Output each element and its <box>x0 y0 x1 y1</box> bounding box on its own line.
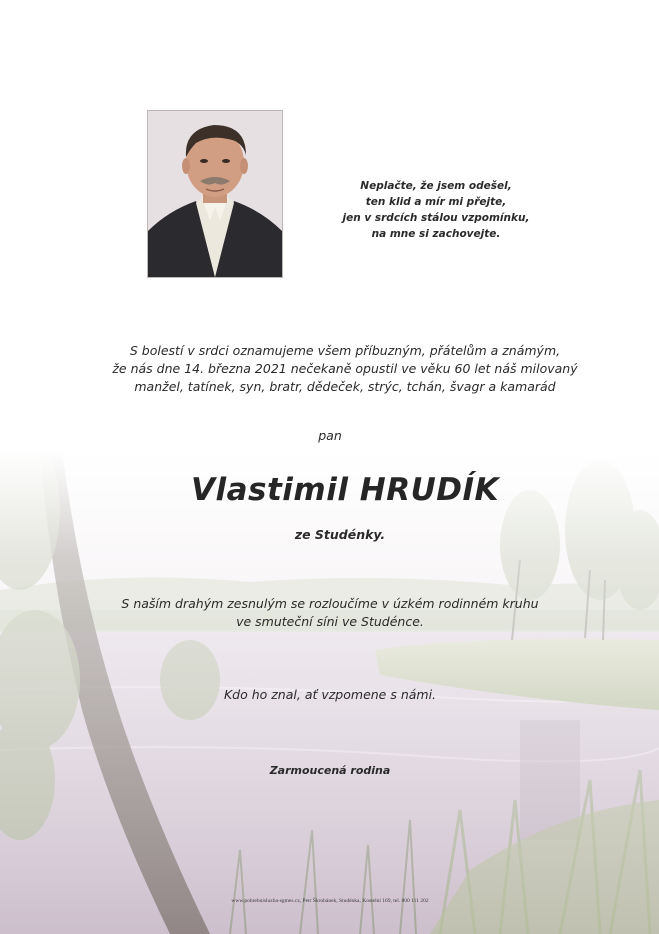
honorific: pan <box>318 428 342 443</box>
poem-line: jen v srdcích stálou vzpomínku, <box>342 212 530 224</box>
family-signature: Zarmoucená rodina <box>269 764 391 777</box>
deceased-origin: ze Studénky. <box>294 527 386 542</box>
funeral-service-footer: www.pohrebnisluzba-sgmes.cz, Petr Škrobánek, Studénka, Kostelní 169, tel. 800 111 202 <box>231 898 429 904</box>
announcement-line: manžel, tatínek, syn, bratr, dědeček, strýc, tchán, švagr a kamarád <box>134 379 556 394</box>
poem-line: ten klid a mír mi přejte, <box>365 196 507 208</box>
announcement-line: že nás dne 14. března 2021 nečekaně opustil ve věku 60 let náš milovaný <box>112 361 578 376</box>
remembrance-line: Kdo ho znal, ať vzpomene s námi. <box>223 687 437 702</box>
announcement-line: S bolestí v srdci oznamujeme všem příbuzným, přátelům a známým, <box>129 343 561 358</box>
portrait-photo <box>147 110 283 278</box>
poem-line: na mne si zachovejte. <box>371 228 501 240</box>
funeral-line: ve smuteční síni ve Studénce. <box>236 614 424 629</box>
funeral-line: S naším drahým zesnulým se rozloučíme v úzkém rodinném kruhu <box>121 596 539 611</box>
man-portrait-image <box>148 111 282 277</box>
poem <box>326 178 546 242</box>
poem-line: Neplačte, že jsem odešel, <box>360 180 512 192</box>
funeral-info <box>100 595 560 631</box>
deceased-name: Vlastimil HRUDÍK <box>190 472 500 508</box>
announcement-text <box>100 342 590 396</box>
